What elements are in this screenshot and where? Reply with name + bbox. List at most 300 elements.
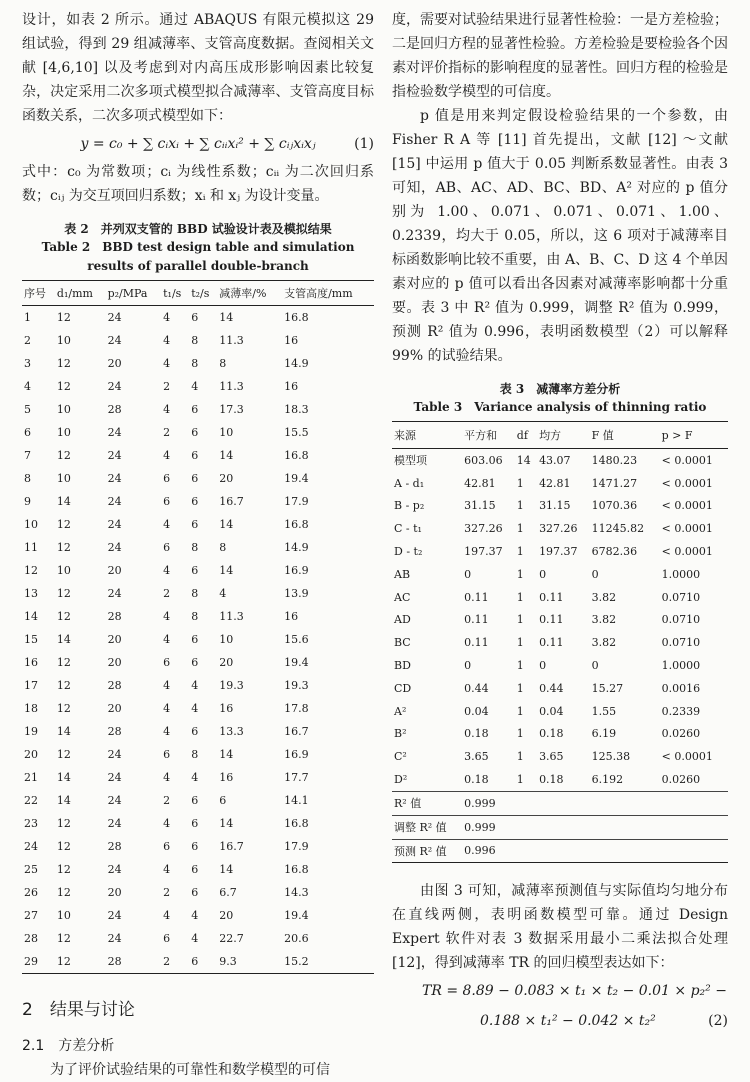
table-cell: 14 bbox=[219, 748, 234, 761]
table-cell: 6 bbox=[219, 794, 227, 807]
table-cell: 16.8 bbox=[284, 863, 309, 876]
formula-2-text: 0.188 × t₁² − 0.042 × t₂² bbox=[480, 1013, 656, 1030]
table-cell: 0 bbox=[464, 659, 472, 673]
table-row bbox=[392, 540, 728, 563]
table-row bbox=[22, 835, 374, 858]
table-cell: 11245.82 bbox=[591, 522, 645, 536]
table-row bbox=[392, 839, 728, 863]
table-row bbox=[392, 700, 728, 723]
table-cell: 7 bbox=[24, 449, 31, 462]
table-header-cell: 减薄率/% bbox=[217, 281, 282, 306]
table-cell: 11.3 bbox=[219, 380, 244, 393]
table-cell: 1 bbox=[516, 727, 524, 741]
table-cell: 14.3 bbox=[284, 886, 309, 899]
table-cell: 0.0710 bbox=[661, 636, 701, 650]
table-cell: 1070.36 bbox=[591, 499, 638, 513]
table-cell: 0.18 bbox=[539, 773, 564, 787]
table-cell: 14 bbox=[219, 518, 234, 531]
table-row bbox=[22, 950, 374, 974]
table-cell: 15.2 bbox=[284, 955, 309, 968]
table-cell: 27 bbox=[24, 909, 38, 922]
table-cell: 4 bbox=[163, 633, 171, 646]
table-cell: 6 bbox=[191, 403, 199, 416]
table-row bbox=[22, 559, 374, 582]
table-cell: 20 bbox=[107, 564, 122, 577]
section-title: 2 结果与讨论 bbox=[22, 1000, 135, 1020]
table-cell: BD bbox=[394, 659, 411, 673]
table-cell: 6 bbox=[191, 794, 199, 807]
table-cell: 0.996 bbox=[462, 839, 728, 863]
table-cell: 0 bbox=[539, 567, 547, 581]
table-cell: 17.3 bbox=[219, 403, 244, 416]
table-header-cell: t₁/s bbox=[161, 281, 189, 306]
table-cell: 14 bbox=[56, 633, 71, 646]
table-header-cell: p₂/MPa bbox=[106, 281, 162, 306]
table-header-cell: 均方 bbox=[537, 422, 590, 449]
table-cell: 1 bbox=[516, 590, 524, 604]
table-cell: 0 bbox=[464, 567, 472, 581]
table-cell: 8 bbox=[219, 541, 227, 554]
table-cell: 29 bbox=[24, 955, 38, 968]
formula-2-line-2 bbox=[392, 1007, 728, 1035]
table-cell: 4 bbox=[163, 817, 171, 830]
table-cell: 10 bbox=[56, 472, 71, 485]
table-cell: 0.11 bbox=[464, 613, 489, 627]
table-cell: 24 bbox=[107, 426, 122, 439]
table-cell: 3.65 bbox=[539, 750, 564, 764]
table-cell: 12 bbox=[56, 587, 71, 600]
table-cell: 10 bbox=[219, 426, 234, 439]
table-cell: 1 bbox=[516, 499, 524, 513]
table-cell: 12 bbox=[56, 610, 71, 623]
table-cell: < 0.0001 bbox=[661, 453, 713, 467]
table-cell: 16 bbox=[24, 656, 38, 669]
table-cell: 6 bbox=[191, 725, 199, 738]
table-cell: 24 bbox=[107, 518, 122, 531]
table-cell: 预测 R² 值 bbox=[392, 839, 462, 863]
table-cell: 1 bbox=[516, 613, 524, 627]
table-cell: 2 bbox=[163, 380, 171, 393]
table-cell: 10 bbox=[56, 909, 71, 922]
table-cell: 20 bbox=[107, 702, 122, 715]
table-cell: 6 bbox=[163, 748, 171, 761]
table-cell: 14 bbox=[56, 794, 71, 807]
table-row bbox=[22, 881, 374, 904]
table-cell: 12 bbox=[56, 932, 71, 945]
table-cell: 17.9 bbox=[284, 840, 309, 853]
table-cell: 0.2339 bbox=[661, 704, 701, 718]
table-cell: 14 bbox=[219, 564, 234, 577]
table-row bbox=[392, 791, 728, 815]
table-cell: < 0.0001 bbox=[661, 499, 713, 513]
table-cell: 31.15 bbox=[539, 499, 571, 513]
table-cell: 15.27 bbox=[591, 681, 624, 695]
table-header-cell: 平方和 bbox=[462, 422, 515, 449]
table-cell: 2 bbox=[163, 794, 171, 807]
table-row bbox=[392, 768, 728, 791]
table-cell: 4 bbox=[191, 771, 199, 784]
table-cell: 0.11 bbox=[464, 590, 489, 604]
table-2 bbox=[22, 280, 374, 974]
body-paragraph: 设计，如表 2 所示。通过 ABAQUS 有限元模拟这 29 组试验，得到 29 组减薄率、支管高度数据。查阅相关文献 [4,6,10] 以及考虑到对内高压成形影响因素比较复杂，决定采用二次多项式模型拟合减薄率、支管高度目标函数关系，二次多项式模型如下： bbox=[22, 12, 374, 124]
table-cell: 14 bbox=[24, 610, 38, 623]
table-cell: 18 bbox=[24, 702, 38, 715]
table-cell: 16 bbox=[219, 702, 234, 715]
table-row bbox=[392, 745, 728, 768]
table-cell: 28 bbox=[107, 610, 122, 623]
table-row bbox=[22, 628, 374, 651]
table-cell: 6 bbox=[191, 564, 199, 577]
table-cell: 1 bbox=[516, 545, 524, 559]
table-cell: 1 bbox=[516, 681, 524, 695]
table-cell: < 0.0001 bbox=[661, 750, 713, 764]
table-row bbox=[392, 495, 728, 518]
table-row bbox=[22, 375, 374, 398]
table-row bbox=[22, 421, 374, 444]
equation-number: (2) bbox=[708, 1013, 728, 1030]
table-cell: 4 bbox=[163, 610, 171, 623]
table-cell: 28 bbox=[24, 932, 38, 945]
table-cell: 14 bbox=[219, 449, 234, 462]
table-cell: 43.07 bbox=[539, 453, 571, 467]
table-cell: AD bbox=[394, 613, 411, 627]
table-cell: AC bbox=[394, 590, 411, 604]
table-cell: 24 bbox=[107, 909, 122, 922]
table-cell: 18.3 bbox=[284, 403, 309, 416]
table-header-cell: p > F bbox=[660, 422, 728, 449]
table-cell: 3.82 bbox=[591, 613, 617, 627]
table-cell: 8 bbox=[191, 748, 199, 761]
table-cell: 24 bbox=[107, 863, 122, 876]
table-cell: 13 bbox=[24, 587, 38, 600]
table-cell: 22 bbox=[24, 794, 38, 807]
table-cell: 327.26 bbox=[539, 522, 578, 536]
table-cell: 20 bbox=[107, 886, 122, 899]
table-cell: BC bbox=[394, 636, 411, 650]
table-cell: 0.0260 bbox=[661, 773, 701, 787]
table-cell: 1 bbox=[516, 522, 524, 536]
table-cell: 19.4 bbox=[284, 909, 309, 922]
table-cell: 4 bbox=[163, 702, 171, 715]
table-cell: 24 bbox=[107, 817, 122, 830]
table-cell: 2 bbox=[24, 334, 31, 347]
table-cell: 16.8 bbox=[284, 311, 309, 324]
table-cell: 19.3 bbox=[219, 679, 244, 692]
table-cell: 12 bbox=[56, 840, 71, 853]
table-cell: 10 bbox=[219, 633, 234, 646]
table-cell: 模型项 bbox=[394, 454, 427, 468]
table-header-cell: F 值 bbox=[590, 422, 660, 449]
table-cell: 0.44 bbox=[464, 681, 489, 695]
table-cell: 10 bbox=[24, 518, 38, 531]
table-cell: 197.37 bbox=[464, 545, 503, 559]
table-cell: 28 bbox=[107, 403, 122, 416]
table-cell: 28 bbox=[107, 840, 122, 853]
table-cell: 22.7 bbox=[219, 932, 244, 945]
table-cell: C² bbox=[394, 750, 407, 764]
table-cell: 10 bbox=[56, 403, 71, 416]
table-cell: 20 bbox=[219, 656, 234, 669]
body-paragraph: 由图 3 可知，减薄率预测值与实际值均匀地分布在直线两侧，表明函数模型可靠。通过 Design Expert 软件对表 3 数据采用最小二乘法拟合处理 [12]，得到减薄率 TR 的回归模型表达如下： bbox=[392, 883, 728, 972]
table-cell: 6 bbox=[163, 656, 171, 669]
table-cell: AB bbox=[394, 567, 411, 581]
formula-2-text: TR = 8.89 − 0.083 × t₁ × t₂ − 0.01 × p₂² − bbox=[422, 983, 727, 1000]
table-cell: 28 bbox=[107, 679, 122, 692]
table-cell: 2 bbox=[163, 426, 171, 439]
table-row bbox=[392, 815, 728, 839]
table-cell: 14 bbox=[56, 495, 71, 508]
table-row bbox=[392, 609, 728, 632]
body-paragraph: 度，需要对试验结果进行显著性检验：一是方差检验；二是回归方程的显著性检验。方差检验是要检验各个因素对评价指标的影响程度的显著性。回归方程的检验是指检验数学模型的可信度。 bbox=[392, 12, 728, 100]
table-cell: CD bbox=[394, 681, 412, 695]
body-paragraph: 为了评价试验结果的可靠性和数学模型的可信 bbox=[50, 1062, 330, 1078]
table-cell: 0.11 bbox=[464, 636, 489, 650]
table-cell: 17.9 bbox=[284, 495, 309, 508]
table-cell: 16.8 bbox=[284, 518, 309, 531]
table-cell: 4 bbox=[163, 863, 171, 876]
table-cell: 6 bbox=[191, 633, 199, 646]
table-cell: 6 bbox=[191, 449, 199, 462]
table-cell: 2 bbox=[163, 955, 171, 968]
table-cell: 11.3 bbox=[219, 334, 244, 347]
table-cell: 16 bbox=[284, 610, 299, 623]
table-cell: 12 bbox=[56, 955, 71, 968]
table-cell: 4 bbox=[163, 403, 171, 416]
table-cell: D² bbox=[394, 773, 408, 787]
table-cell: 2 bbox=[163, 886, 171, 899]
table-cell: 4 bbox=[163, 311, 171, 324]
table-cell: 20 bbox=[107, 633, 122, 646]
table-cell: 4 bbox=[163, 725, 171, 738]
table-cell: 6 bbox=[163, 472, 171, 485]
table-cell: 16 bbox=[284, 380, 299, 393]
table-header-cell: 来源 bbox=[392, 422, 462, 449]
table-cell: 6 bbox=[191, 817, 199, 830]
right-column bbox=[392, 8, 728, 1037]
table-cell: 20 bbox=[219, 472, 234, 485]
table-cell: 16.7 bbox=[284, 725, 309, 738]
table-header-cell: 序号 bbox=[22, 281, 55, 306]
table-cell: 6.7 bbox=[219, 886, 237, 899]
table-cell: < 0.0001 bbox=[661, 545, 713, 559]
table-row bbox=[392, 472, 728, 495]
table-row bbox=[22, 651, 374, 674]
table-cell: 12 bbox=[56, 541, 71, 554]
table-cell: 1 bbox=[24, 311, 31, 324]
table-cell: 16.7 bbox=[219, 840, 244, 853]
table-cell: 14.1 bbox=[284, 794, 309, 807]
table-cell: 6 bbox=[163, 541, 171, 554]
table-cell: A - d₁ bbox=[394, 476, 425, 490]
table-cell: 1 bbox=[516, 636, 524, 650]
table-cell: 24 bbox=[107, 794, 122, 807]
table-cell: 3.65 bbox=[464, 750, 489, 764]
table-cell: 4 bbox=[191, 932, 199, 945]
table-cell: 16 bbox=[219, 771, 234, 784]
table-cell: 28 bbox=[107, 725, 122, 738]
table-cell: 8 bbox=[191, 541, 199, 554]
table-cell: 10 bbox=[56, 564, 71, 577]
table-cell: 24 bbox=[107, 449, 122, 462]
table-cell: 6 bbox=[191, 863, 199, 876]
table-cell: 6 bbox=[163, 495, 171, 508]
left-column bbox=[22, 8, 374, 1082]
formula-1-text: y = c₀ + ∑ cᵢxᵢ + ∑ cᵢᵢxᵢ² + ∑ cᵢⱼxᵢxⱼ bbox=[80, 136, 316, 152]
table-cell: 24 bbox=[107, 472, 122, 485]
table-cell: 4 bbox=[163, 909, 171, 922]
table-cell: 16 bbox=[284, 334, 299, 347]
table-row bbox=[392, 586, 728, 609]
table-cell: 12 bbox=[56, 702, 71, 715]
table-cell: A² bbox=[394, 704, 407, 718]
table-cell: 12 bbox=[56, 748, 71, 761]
table-cell: 14 bbox=[219, 863, 234, 876]
table-cell: 1 bbox=[516, 773, 524, 787]
table-cell: 24 bbox=[107, 495, 122, 508]
table-2-caption-en: Table 2 BBD test design table and simulation results of parallel double-branch bbox=[41, 240, 355, 273]
table-cell: 24 bbox=[107, 587, 122, 600]
table-cell: 0 bbox=[591, 659, 599, 673]
table-cell: 1 bbox=[516, 704, 524, 718]
table-cell: 24 bbox=[107, 771, 122, 784]
table-cell: < 0.0001 bbox=[661, 476, 713, 490]
table-cell: 0.999 bbox=[462, 815, 728, 839]
table-cell: 0.44 bbox=[539, 681, 564, 695]
table-cell: 20 bbox=[107, 656, 122, 669]
table-cell: 12 bbox=[56, 886, 71, 899]
table-2-caption-cn: 表 2 并列双支管的 BBD 试验设计表及模拟结果 bbox=[64, 222, 332, 236]
table-cell: 28 bbox=[107, 955, 122, 968]
table-cell: 24 bbox=[107, 334, 122, 347]
table-cell: 1.0000 bbox=[661, 659, 701, 673]
table-cell: 603.06 bbox=[464, 453, 503, 467]
table-cell: < 0.0001 bbox=[661, 522, 713, 536]
table-cell: 0.18 bbox=[464, 773, 489, 787]
table-row bbox=[392, 449, 728, 472]
table-cell: 6 bbox=[24, 426, 31, 439]
table-cell: 12 bbox=[56, 656, 71, 669]
table-row bbox=[392, 677, 728, 700]
table-cell: 12 bbox=[56, 380, 71, 393]
table-cell: 12 bbox=[56, 449, 71, 462]
table-cell: 125.38 bbox=[591, 750, 631, 764]
table-cell: 42.81 bbox=[539, 476, 571, 490]
table-3 bbox=[392, 421, 728, 863]
table-cell: 0 bbox=[539, 659, 547, 673]
table-3-caption-cn: 表 3 减薄率方差分析 bbox=[499, 382, 621, 396]
table-row bbox=[22, 329, 374, 352]
body-paragraph: 式中：c₀ 为常数项；cᵢ 为线性系数；cᵢᵢ 为二次回归系数；cᵢⱼ 为交互项回归系数；xᵢ 和 xⱼ 为设计变量。 bbox=[22, 164, 374, 204]
table-cell: 9 bbox=[24, 495, 31, 508]
table-cell: C - t₁ bbox=[394, 522, 422, 536]
equation-number: (1) bbox=[354, 136, 374, 152]
table-cell: 0.04 bbox=[539, 704, 564, 718]
table-cell: 1471.27 bbox=[591, 476, 638, 490]
table-row bbox=[22, 697, 374, 720]
table-cell: 19.4 bbox=[284, 472, 309, 485]
table-cell: 6 bbox=[191, 886, 199, 899]
table-row bbox=[22, 904, 374, 927]
table-cell: 12 bbox=[56, 863, 71, 876]
table-header-cell: t₂/s bbox=[189, 281, 217, 306]
formula-2-line-1 bbox=[392, 977, 728, 1005]
table-header-cell: df bbox=[515, 422, 537, 449]
table-header-cell: 支管高度/mm bbox=[282, 281, 374, 306]
table-cell: 6 bbox=[163, 932, 171, 945]
table-cell: 14 bbox=[219, 311, 234, 324]
body-paragraph: p 值是用来判定假设检验结果的一个参数，由 Fisher R A 等 [11] 首先提出，文献 [12] ～文献 [15] 中运用 p 值大于 0.05 判断系数显著性。由表 3 可知，AB、AC、AD、BC、BD、A² 对应的 p 值分别为 1.00、0.071、0.071、0.071、1.00、0.2339，均大于 0.05，所以，这 6 项对于减薄率目标函数影响比较不重要，由 A、B、C、D 这 4 个单因素对应的 p 值可以看出各因素对减薄率影响都十分重要。表 3 中 R² 值为 0.999，调整 R² 值为 0.999，预测 R² 值为 0.996，表明函数模型（2）可以解释 99% 的试验结果。 bbox=[392, 108, 728, 364]
table-cell: 20 bbox=[24, 748, 38, 761]
table-row bbox=[22, 766, 374, 789]
table-cell: 15.6 bbox=[284, 633, 309, 646]
table-cell: 16.8 bbox=[284, 817, 309, 830]
table-cell: 17 bbox=[24, 679, 38, 692]
table-cell: 5 bbox=[24, 403, 31, 416]
table-cell: 0.999 bbox=[462, 791, 728, 815]
table-cell: 24 bbox=[107, 380, 122, 393]
table-cell: 1 bbox=[516, 750, 524, 764]
table-cell: 10 bbox=[56, 426, 71, 439]
table-cell: 14 bbox=[516, 453, 531, 467]
table-cell: 4 bbox=[163, 771, 171, 784]
table-cell: 调整 R² 值 bbox=[392, 815, 462, 839]
table-cell: 14 bbox=[56, 725, 71, 738]
table-header-row bbox=[22, 281, 374, 306]
formula-1 bbox=[22, 130, 374, 158]
table-cell: 0.0710 bbox=[661, 590, 701, 604]
table-cell: 1480.23 bbox=[591, 453, 638, 467]
table-cell: 4 bbox=[191, 679, 199, 692]
table-cell: 1 bbox=[516, 659, 524, 673]
table-cell: 0.11 bbox=[539, 590, 564, 604]
table-cell: 17.8 bbox=[284, 702, 309, 715]
table-cell: 14 bbox=[219, 817, 234, 830]
table-cell: 25 bbox=[24, 863, 38, 876]
table-row bbox=[392, 517, 728, 540]
table-cell: 0.11 bbox=[539, 613, 564, 627]
table-cell: 14 bbox=[56, 771, 71, 784]
table-row bbox=[22, 398, 374, 421]
table-cell: 0.0260 bbox=[661, 727, 701, 741]
table-cell: 6 bbox=[191, 656, 199, 669]
table-cell: B - p₂ bbox=[394, 499, 425, 513]
table-row bbox=[392, 563, 728, 586]
table-cell: 20 bbox=[219, 909, 234, 922]
table-cell: 10 bbox=[56, 334, 71, 347]
table-cell: 0.11 bbox=[539, 636, 564, 650]
table-row bbox=[22, 858, 374, 881]
table-row bbox=[392, 723, 728, 746]
table-cell: 11 bbox=[24, 541, 38, 554]
table-cell: 23 bbox=[24, 817, 38, 830]
table-cell: 12 bbox=[56, 679, 71, 692]
table-cell: 4 bbox=[163, 564, 171, 577]
table-cell: 16.9 bbox=[284, 748, 309, 761]
table-cell: 3 bbox=[24, 357, 31, 370]
table-cell: 4 bbox=[219, 587, 227, 600]
table-cell: 21 bbox=[24, 771, 38, 784]
table-cell: 4 bbox=[191, 909, 199, 922]
table-cell: 19 bbox=[24, 725, 38, 738]
table-cell: 4 bbox=[163, 334, 171, 347]
subsection-title: 2.1 方差分析 bbox=[22, 1038, 115, 1054]
table-cell: 6.19 bbox=[591, 727, 617, 741]
table-row bbox=[392, 654, 728, 677]
table-cell: 0.0016 bbox=[661, 681, 701, 695]
table-row bbox=[22, 927, 374, 950]
table-cell: 4 bbox=[163, 679, 171, 692]
table-row bbox=[22, 513, 374, 536]
